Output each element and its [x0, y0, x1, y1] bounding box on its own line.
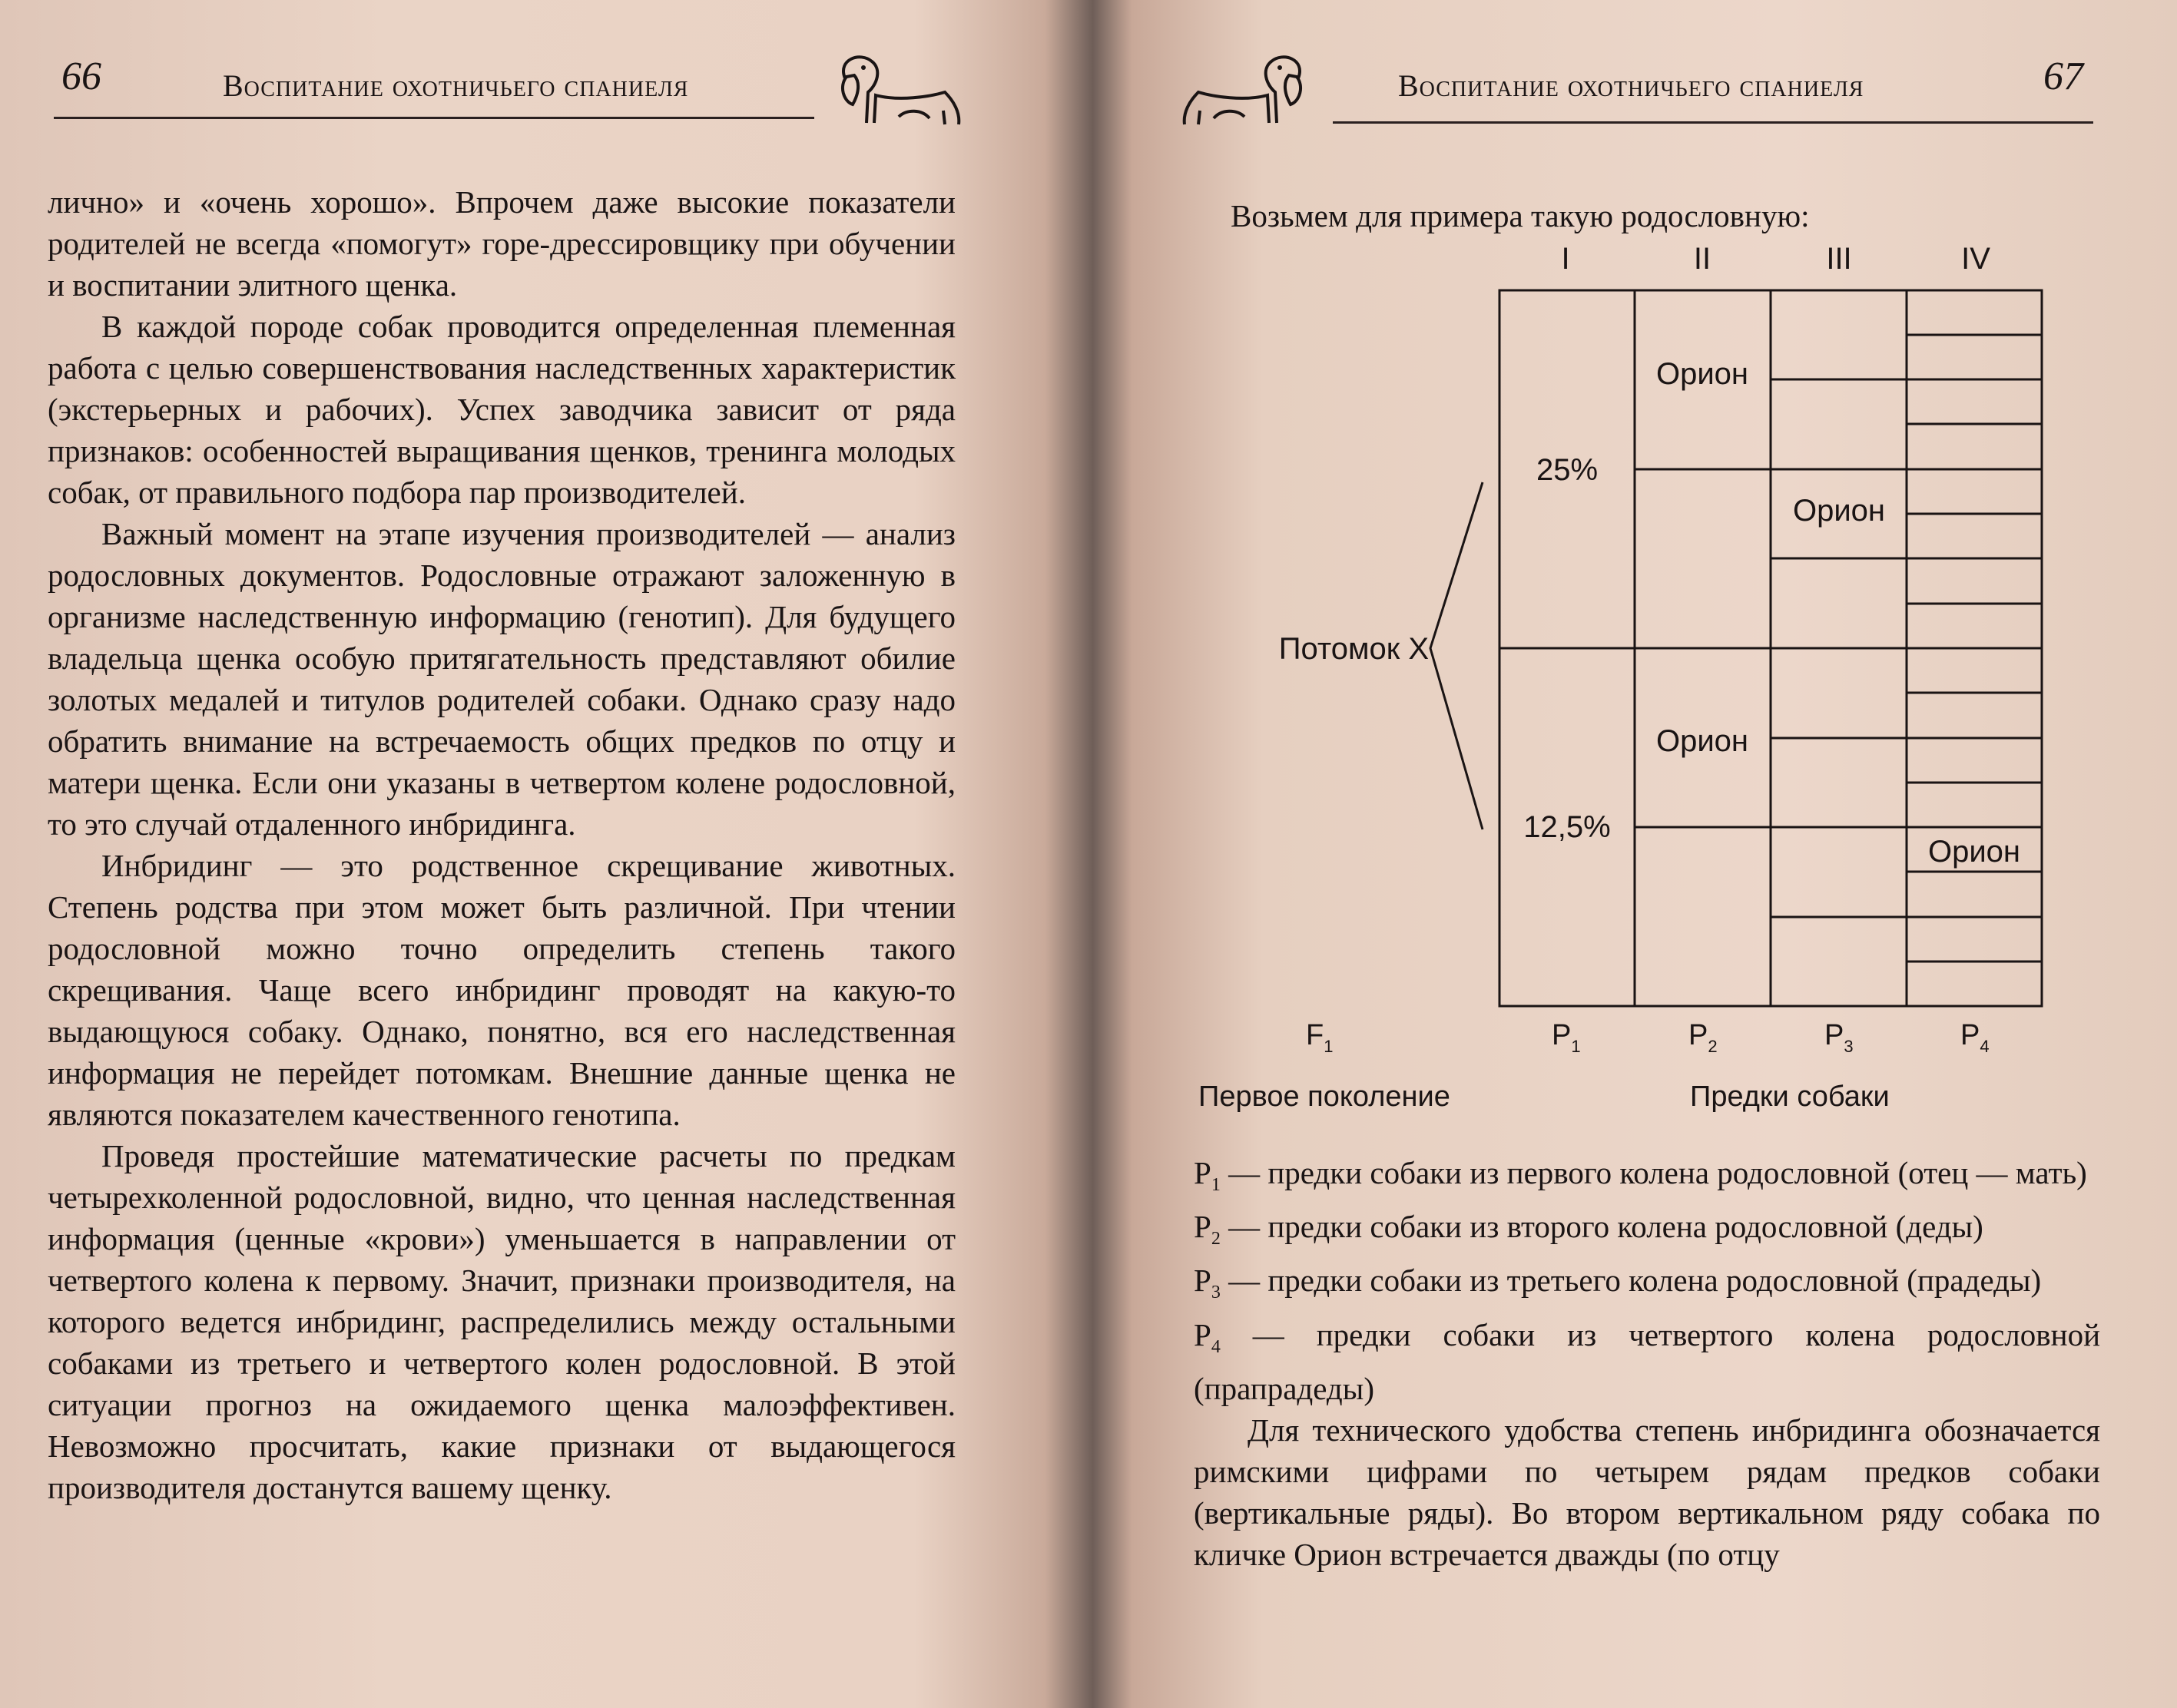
right-running-head [1175, 54, 2097, 123]
running-head-title: Воспитание охотничьего спаниеля [223, 68, 689, 103]
spaniel-icon [1175, 48, 1314, 140]
definition-item: $P_4$ — предки собаки из четвертого колена родословной (прапрадеды) [1194, 1316, 2101, 1406]
ancestor-name: Орион [1655, 357, 1749, 391]
spaniel-icon [830, 48, 968, 140]
definition-item: $P_2$ — предки собаки из второго колена родословной (деды) [1194, 1209, 1983, 1250]
column-header: I [1561, 242, 1570, 276]
page-number: 66 [61, 55, 101, 98]
generation-label: $P_2$ [1688, 1019, 1718, 1056]
percent-label: 25% [1536, 453, 1599, 487]
paragraph: В каждой породе собак проводится определенная племенная работа с целью совершенствования наследственных характеристик (экстерьерных и рабочих). Успех заводчика зависит от ряда признаков: особенностей выращивания щенков, тренинга молодых собак, от правильного подбора пар производителей. [48, 309, 956, 510]
column-header: II [1693, 242, 1711, 276]
paragraph: Важный момент на этапе изучения производителей — анализ родословных документов. Родословные отражают заложенную в организме наследственную информацию (генотип). Для будущего владельца щенка особую притягательность представляют обилие золотых медалей и титулов родителей собаки. Однако сразу надо обратить внимание на встречаемость общих предков по отцу и матери щенка. Если они указаны в четвертом колене родословной, то это случай отдаленного инбридинга. [48, 516, 956, 842]
generation-label: $P_4$ [1960, 1019, 1990, 1056]
paragraph: Инбридинг — это родственное скрещивание животных. Степень родства при этом может быть различной. При чтении родословной можно точно определить степень такого скрещивания. Чаще всего инбридинг проводят на какую-то выдающуюся собаку. Однако, понятно, вся его наследственная информация не перейдет потомкам. Внешние данные щенка не являются показателем качественного генотипа. [48, 848, 956, 1132]
generation-label: $F_1$ [1306, 1019, 1334, 1056]
header-rule [54, 117, 814, 119]
generation-label: $P_3$ [1824, 1019, 1854, 1056]
page-number: 67 [2043, 55, 2083, 98]
definition-item: $P_1$ — предки собаки из первого колена родословной (отец — мать) [1194, 1155, 2087, 1196]
pedigree-diagram [1198, 230, 2089, 1121]
header-rule [1333, 121, 2093, 124]
paragraph: Проведя простейшие математические расчеты по предкам четырехколенной родословной, видно, что ценная наследственная информация (ценные «крови») уменьшается в направлении от четвертого колена к первому. Значит, признаки производителя, на которого ведется инбридинг, распределились между остальными собаками из третьего и четвертого колен родословной. В этой ситуации прогноз на ожидаемого щенка малоэффективен. Невозможно просчитать, какие признаки от выдающегося производителя достанутся вашему щенку. [48, 1138, 956, 1505]
caption-right: Предки собаки [1690, 1081, 1890, 1113]
diagram-intro: Возьмем для примера такую родословную: [1231, 198, 1810, 233]
definitions [1194, 1152, 2100, 1575]
pedigree-grid [1430, 290, 2042, 1006]
left-page-body [48, 181, 956, 1508]
definition-item: $P_3$ — предки собаки из третьего колена родословной (прадеды) [1194, 1263, 2042, 1303]
column-header: III [1826, 242, 1852, 276]
generation-label: $P_1$ [1552, 1019, 1581, 1056]
left-running-head [54, 54, 991, 123]
offspring-label: Потомок X [1278, 632, 1429, 666]
percent-label: 12,5% [1523, 810, 1611, 844]
paragraph: лично» и «очень хорошо». Впрочем даже высокие показатели родителей не всегда «помогут» горе-дрессировщику при обучении и воспитании элитного щенка. [48, 184, 956, 303]
ancestor-name: Орион [1655, 724, 1749, 758]
left-page [0, 0, 1075, 1708]
right-page [1091, 0, 2177, 1708]
column-header: IV [1961, 242, 1990, 276]
running-head-title: Воспитание охотничьего спаниеля [1398, 68, 1864, 103]
ancestor-name: Орион [1792, 494, 1886, 528]
caption-left: Первое поколение [1198, 1081, 1450, 1113]
ancestor-name: Орион [1927, 835, 2021, 869]
paragraph: Для технического удобства степень инбридинга обозначается римскими цифрами по четырем рядам предков собаки (вертикальные ряды). Во втором вертикальном ряду собака по кличке Орион встречается дважды (по отцу [1194, 1412, 2100, 1572]
